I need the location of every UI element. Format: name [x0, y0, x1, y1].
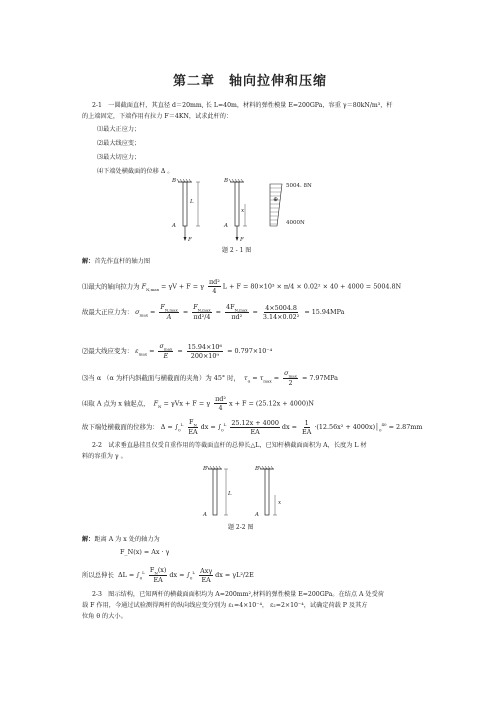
fig1-label-A1: A: [172, 223, 176, 229]
fig1-label-F1: F: [188, 237, 192, 243]
fig1-label-x: x: [241, 208, 245, 214]
fig1-label-B2: B: [224, 178, 229, 184]
problem-2-3-line1: 2-3 图示结构，已知两杆的横截面面积均为 A=200mm²,材料的弹性模量 E=200GPa。在结点 A 处受荷: [92, 591, 384, 598]
fig1-label-B1: B: [172, 178, 177, 184]
equation-max-shear: ⑶当 α （α 为杆内斜截面与横截面的夹角）为 45° 时， $\tau_\alpha = \tau_{max}$ = $\frac{\sigma_{max}}{2}$ = 7.97MPa: [82, 369, 338, 388]
solution-2-intro: 距离 A 为 x 处的轴力为: [94, 536, 160, 543]
bar-2: [235, 182, 239, 226]
equation-displacement: 故下端处横截面的位移为： $\Delta = \int_0^L$ $\frac{F_N}{EA}$ dx = $\int_0^L$ $\frac{25.12x + 4000}{EA}$ dx = $\frac{1}{EA}$ $\cdot(12.56x^2 + 4000x)│_0^{40} = 2.87mm$: [82, 418, 423, 437]
fig2-label-B2: B: [255, 466, 260, 472]
bar-1: [213, 469, 217, 515]
diagram-sign: ⊕: [273, 196, 279, 203]
problem-2-2-line1: 2-2 试求垂直悬挂且仅受自重作用的等截面直杆的总伸长△L，已知杆横截面面积为 A，长度为 L 材: [92, 442, 367, 449]
problem-2-1-line1: 2-1 一圆截面直杆，其直径 d＝20mm, 长 L=40m，材料的弹性模量 E=200GPa，容重 γ＝80kN/m³，杆: [92, 102, 393, 109]
bar-2: [265, 469, 269, 515]
fixed-support-2: [259, 466, 274, 469]
equation-axial-force-self-weight: F_N(x) = Ax · γ: [120, 548, 170, 556]
figure-2-2-caption: 题 2-2 图: [228, 524, 254, 531]
equation-axial-force-x: ⑷取 A 点为 x 轴起点， $F_N = \gamma Vx + F = \gamma$ $\frac{\text{πd²}}{4}$ x + F = (25.12x + 4000)N: [82, 395, 314, 412]
problem-2-1-item3: ⑶最大切应力；: [97, 154, 141, 161]
diagram-bottom-value: 4000N: [286, 220, 305, 226]
figure-2-1-caption: 题 2 - 1 图: [222, 247, 252, 254]
fig1-label-F2: F: [240, 237, 244, 243]
fig1-label-A2: A: [224, 223, 228, 229]
solution-2-head: 解：: [82, 536, 95, 543]
chapter-title: 第二章 轴向拉伸和压缩: [172, 74, 327, 89]
problem-2-3-line2: 载 F 作用，今通过试验测得两杆的纵向线应变分别为 ε₁=4×10⁻⁴， ε₂=2×10⁻⁴，试确定荷载 P 及其方: [82, 602, 368, 609]
equation-max-stress: 故最大正应力为： $\sigma_{max}$ = $\frac{F_{N,max}}{A}$ = $\frac{F_{N,max}}{\text{πd²/4}}$ = $\frac{4F_{N,max}}{\text{πd²}}$ = $\frac{4\times 5004.8}{\text{3.14×0.02²}}$ = 15.94MPa: [82, 303, 345, 322]
figure-2-2: [200, 465, 290, 523]
fig2-label-x: x: [278, 500, 282, 506]
problem-2-1-item2: ⑵最大线应变；: [97, 140, 141, 147]
fig2-label-B1: B: [203, 466, 208, 472]
equation-total-elongation: 所以总伸长 $\Delta L = \int_0^L$ $\frac{F_N(x)}{EA}$ dx = $\int_0^L$ $\frac{\text{Axγ}}{EA}$ dx = γL²/2E: [82, 566, 254, 585]
fig2-label-L: L: [228, 491, 232, 497]
problem-2-2-line2: 料的容重为 γ 。: [82, 453, 127, 460]
solution-2-intro-line: [82, 535, 160, 544]
fig2-label-A1: A: [203, 512, 207, 518]
fixed-support-2: [229, 179, 244, 182]
problem-2-3-line3: 位角 θ 的大小。: [82, 613, 127, 620]
problem-2-1-item1: ⑴最大正应力；: [97, 126, 141, 133]
equation-max-strain: ⑵最大线应变为： $\varepsilon_{max}$ = $\frac{\sigma_{max}}{E}$ = $\frac{\text{15.94×10⁶}}{\text{200×10⁹}}$ = 0.797×10⁻⁴: [82, 342, 273, 361]
fixed-support-1: [207, 466, 222, 469]
problem-2-1-item4: ⑷下端处横截面的位移 Δ 。: [97, 168, 174, 175]
axial-force-diagram: [270, 184, 282, 226]
solution-1-intro-line: [82, 257, 150, 266]
diagram-top-value: 5004. 8N: [286, 183, 312, 189]
fig2-label-A2: A: [255, 512, 259, 518]
problem-2-1-line2: 的上端固定，下端作用有拉力 F＝4KN，试求此杆的：: [82, 113, 233, 120]
solution-1-head: 解：: [82, 258, 95, 265]
equation-max-force: ⑴最大的轴向拉力为 $F_{N,max} = \gamma V + F = \gamma$ $\frac{\text{πd²}}{4}$ L + F = 80×10³ × π/4 × 0.02² × 40 + 4000 = 5004.8N: [82, 278, 402, 295]
solution-1-intro: 首先作直杆的轴力图: [94, 258, 151, 265]
bar-1: [183, 182, 187, 226]
fixed-support-1: [177, 179, 192, 182]
fig1-label-L: L: [190, 199, 194, 205]
figure-2-1: [170, 178, 340, 248]
